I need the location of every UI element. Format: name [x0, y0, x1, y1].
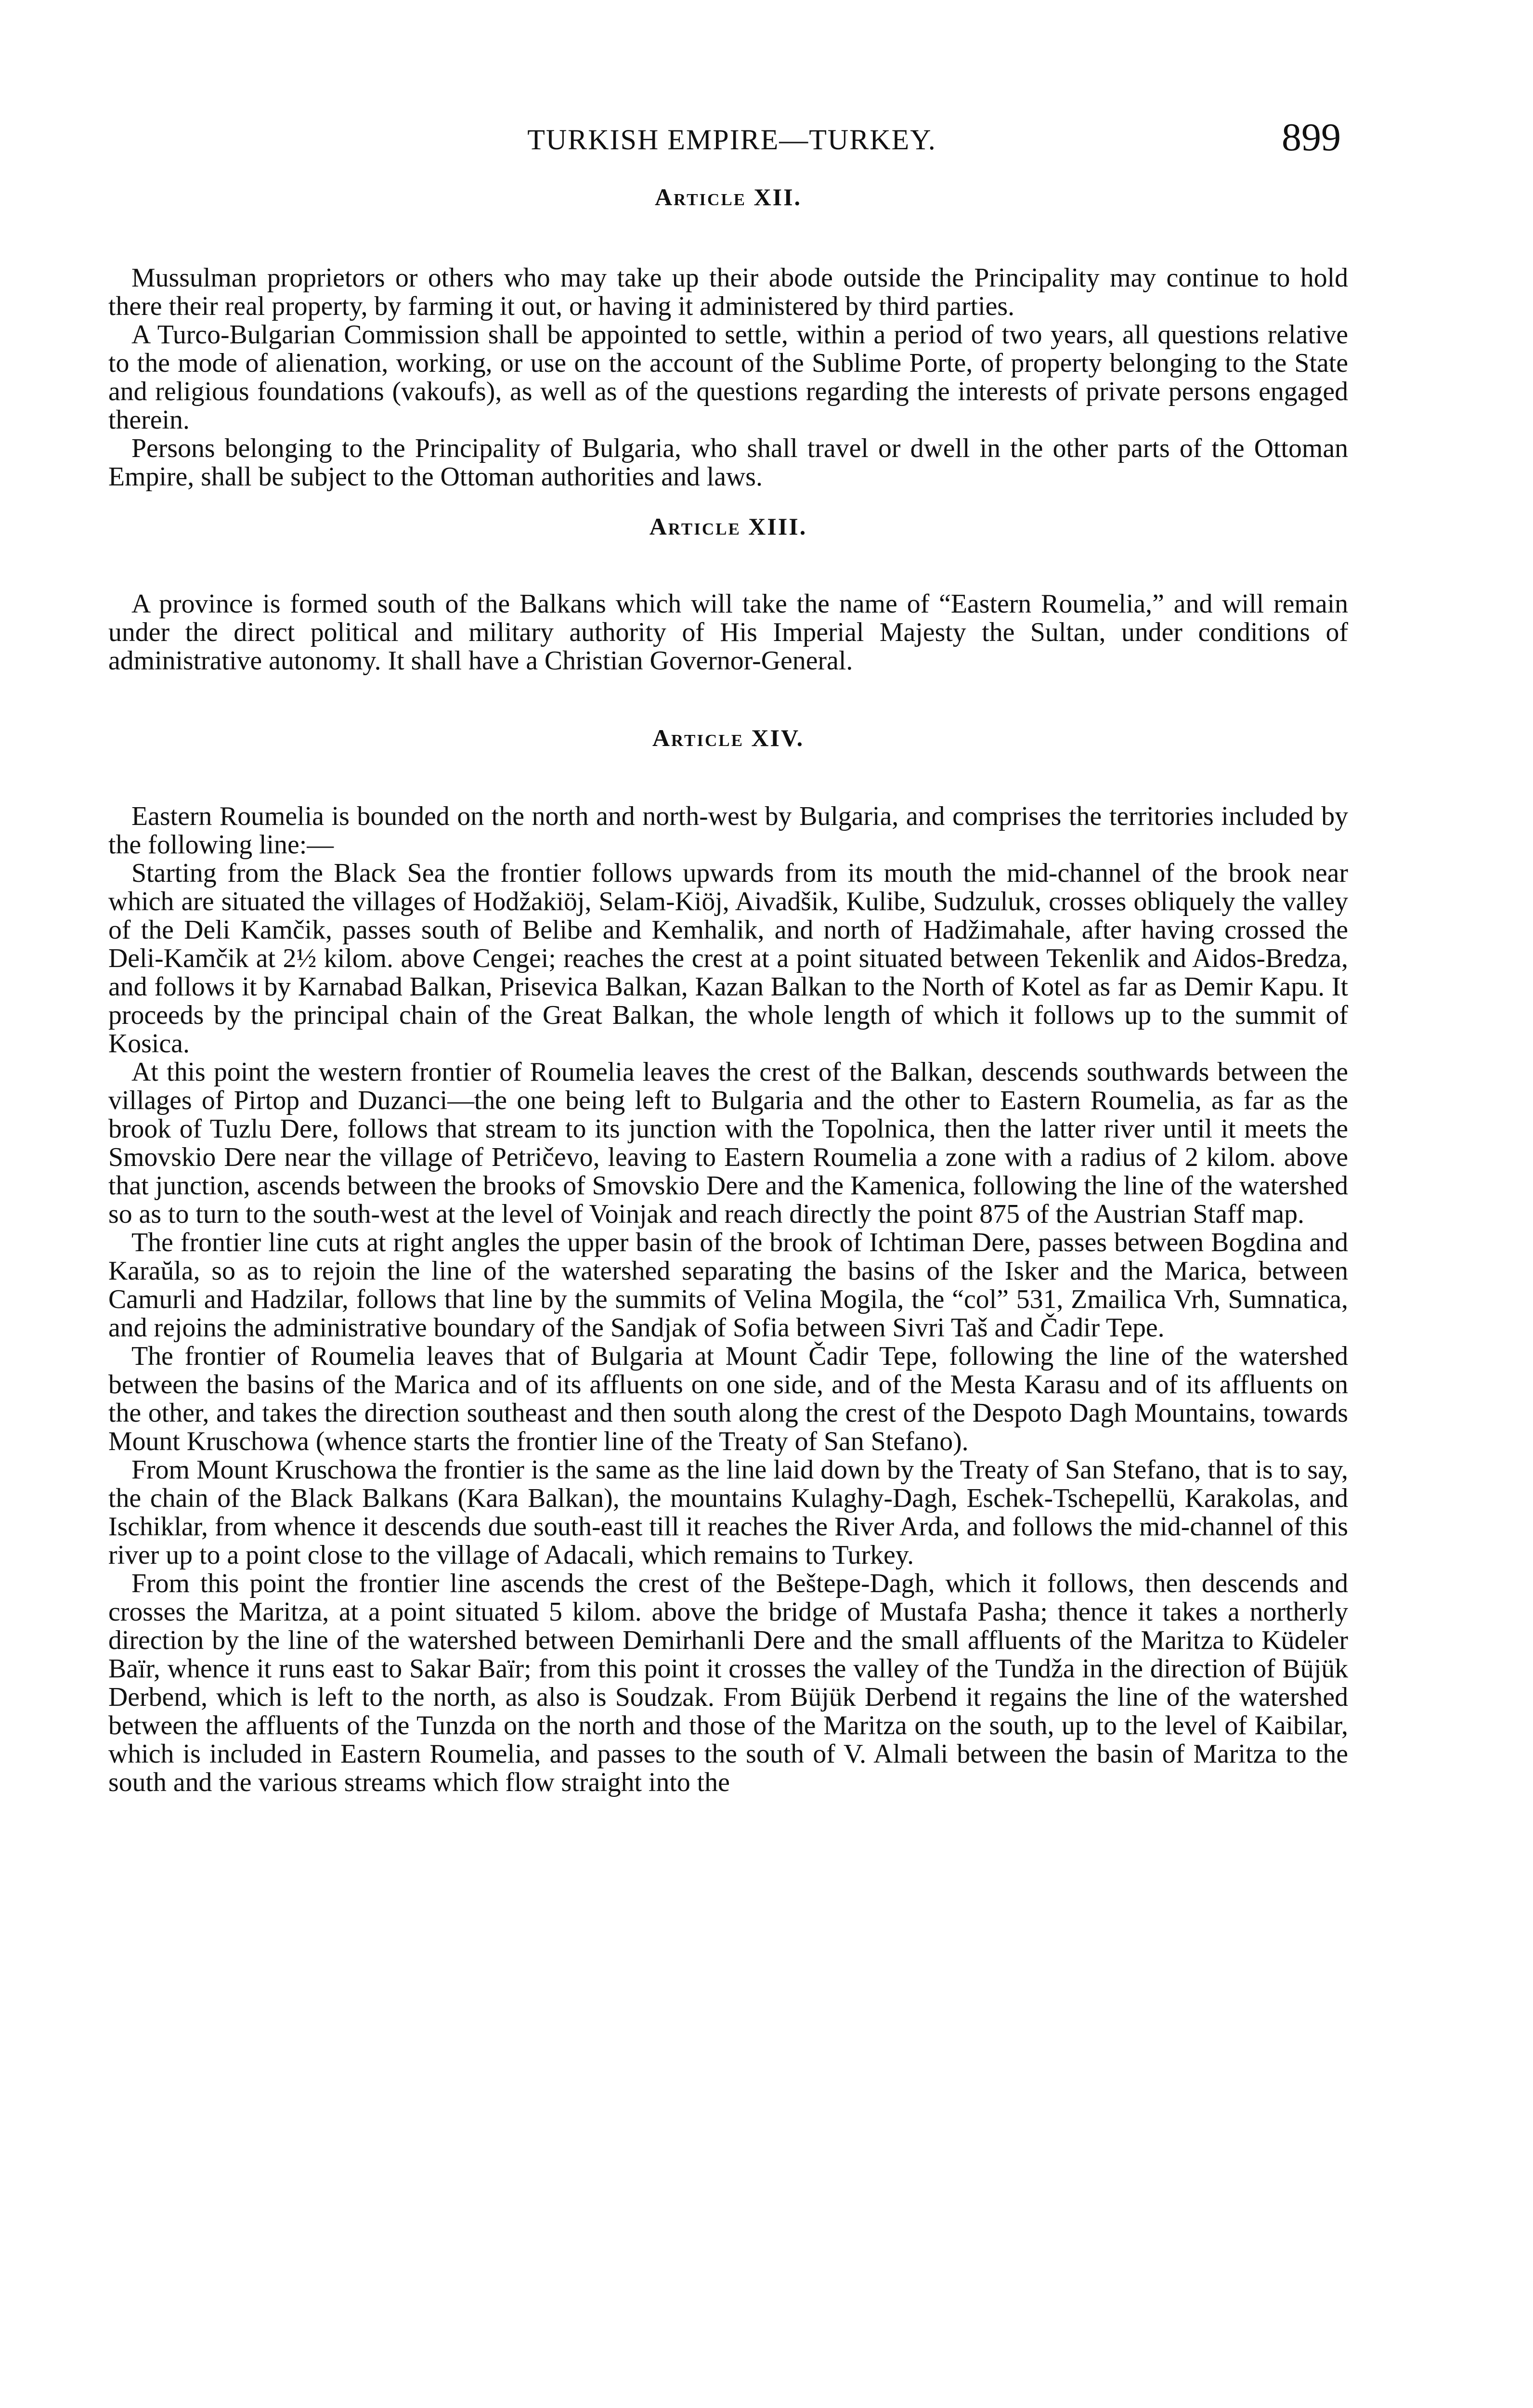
article-heading: Article XII.	[654, 183, 802, 210]
paragraph: A Turco-Bulgarian Commission shall be appointed to settle, within a period of two years, all questions relative to the mode of alienation, working, or use on the account of the Sublime Porte, of property belonging to the State and religious foundations (vakoufs), as well as of the questions regarding the interests of private persons engaged therein.	[108, 320, 1348, 435]
article-heading: Article XIII.	[649, 513, 807, 540]
paragraph: The frontier line cuts at right angles the upper basin of the brook of Ichtiman Dere, passes between Bogdina and Karaŭla, so as to rejoin the line of the watershed separating the basins of the Isker and the Marica, between Camurli and Hadzilar, follows that line by the summits of Velina Mogila, the “col” 531, Zmailica Vrh, Sumnatica, and rejoins the administrative boundary of the Sandjak of Sofia between Sivri Taš and Čadir Tepe.	[108, 1228, 1348, 1343]
article-xiii	[108, 512, 1348, 675]
paragraph: A province is formed south of the Balkans which will take the name of “Eastern Roumelia,” and will remain under the direct political and military authority of His Imperial Majesty the Sultan, under conditions of administrative autonomy. It shall have a Christian Governor-General.	[108, 589, 1348, 676]
paragraph: Mussulman proprietors or others who may take up their abode outside the Principality may continue to hold there their real property, by farming it out, or having it administered by third parties.	[108, 263, 1348, 321]
paragraph: From Mount Kruschowa the frontier is the same as the line laid down by the Treaty of San Stefano, that is to say, the chain of the Black Balkans (Kara Balkan), the mountains Kulaghy-Dagh, Eschek-Tschepellü, Karakolas, and Ischiklar, from whence it descends due south-east till it reaches the River Arda, and follows the mid-channel of this river up to a point close to the village of Adacali, which remains to Turkey.	[108, 1455, 1348, 1570]
paragraph: Persons belonging to the Principality of Bulgaria, who shall travel or dwell in the other parts of the Ottoman Empire, shall be subject to the Ottoman authorities and laws.	[108, 433, 1348, 492]
paragraph: The frontier of Roumelia leaves that of Bulgaria at Mount Čadir Tepe, following the line of the watershed between the basins of the Marica and of its affluents on one side, and of the Mesta Karasu and of its affluents on the other, and takes the direction southeast and then south along the crest of the Despoto Dagh Mountains, towards Mount Kruschowa (whence starts the frontier line of the Treaty of San Stefano).	[108, 1341, 1348, 1456]
body-text	[108, 183, 1348, 1797]
paragraph: Starting from the Black Sea the frontier follows upwards from its mouth the mid-channel of the brook near which are situated the villages of Hodžakiöj, Selam-Kiöj, Aivadšik, Kulibe, Sudzuluk, crosses obliquely the valley of the Deli Kamčik, passes south of Belibe and Kemhalik, and north of Hadžimahale, after having crossed the Deli-Kamčik at 2½ kilom. above Cengei; reaches the crest at a point situated between Tekenlik and Aidos-Bredza, and follows it by Karnabad Balkan, Prisevica Balkan, Kazan Balkan to the North of Kotel as far as Demir Kapu. It proceeds by the principal chain of the Great Balkan, the whole length of which it follows up to the summit of Kosica.	[108, 858, 1348, 1059]
article-xiv	[108, 724, 1348, 1797]
article-xii	[108, 183, 1348, 491]
running-title: TURKISH EMPIRE—TURKEY.	[527, 124, 936, 156]
running-header	[116, 115, 1348, 164]
paragraph: Eastern Roumelia is bounded on the north and north-west by Bulgaria, and comprises the territories included by the following line:—	[108, 801, 1348, 860]
paragraph: At this point the western frontier of Roumelia leaves the crest of the Balkan, descends southwards between the villages of Pirtop and Duzanci—the one being left to Bulgaria and the other to Eastern Roumelia, as far as the brook of Tuzlu Dere, follows that stream to its junction with the Topolnica, then the latter river until it meets the Smovskio Dere near the village of Petričevo, leaving to Eastern Roumelia a zone with a radius of 2 kilom. above that junction, ascends between the brooks of Smovskio Dere and the Kamenica, following the line of the watershed so as to turn to the south-west at the level of Voinjak and reach directly the point 875 of the Austrian Staff map.	[108, 1057, 1348, 1229]
article-heading: Article XIV.	[652, 724, 805, 751]
paragraph: From this point the frontier line ascends the crest of the Beštepe-Dagh, which it follows, then descends and crosses the Maritza, at a point situated 5 kilom. above the bridge of Mustafa Pasha; thence it takes a northerly direction by the line of the watershed between Demirhanli Dere and the small affluents of the Maritza to Küdeler Baïr, whence it runs east to Sakar Baïr; from this point it crosses the valley of the Tundža in the direction of Büjük Derbend, which is left to the north, as also is Soudzak. From Büjük Derbend it regains the line of the watershed between the affluents of the Tunzda on the north and those of the Maritza on the south, up to the level of Kaibilar, which is included in Eastern Roumelia, and passes to the south of V. Almali between the basin of Maritza to the south and the various streams which flow straight into the	[108, 1569, 1348, 1797]
page-number: 899	[1282, 115, 1341, 159]
